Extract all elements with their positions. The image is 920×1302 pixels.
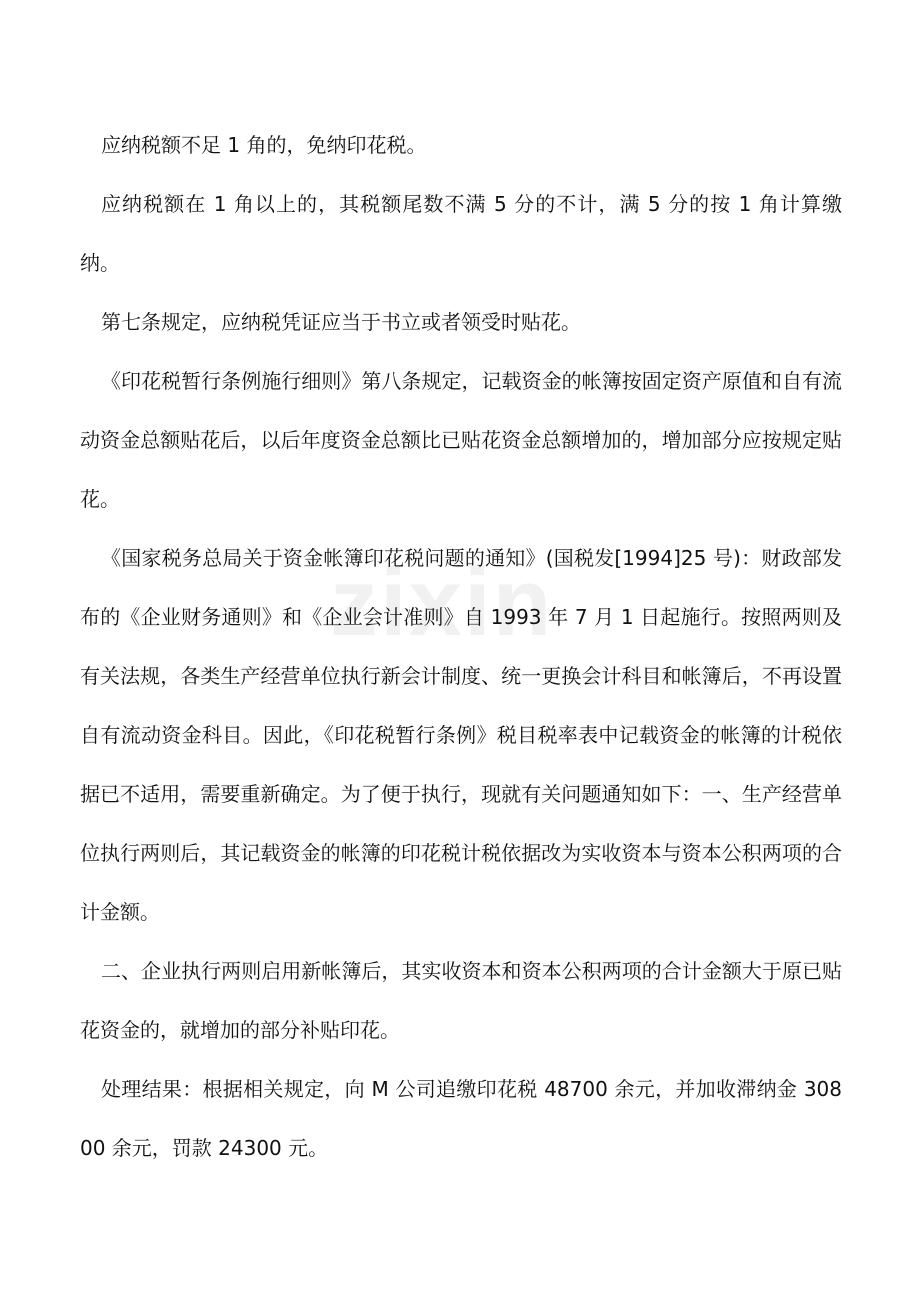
- watermark: zixin: [330, 549, 554, 656]
- paragraph-3: 第七条规定，应纳税凭证应当于书立或者领受时贴花。: [101, 310, 581, 334]
- paragraph-2: 应纳税额在 1 角以上的，其税额尾数不满 5 分的不计，满 5 分的按 1 角计算缴纳。: [80, 192, 842, 275]
- paragraph-1: 应纳税额不足 1 角的，免纳印花税。: [101, 133, 427, 157]
- paragraph-5: 《国家税务总局关于资金帐簿印花税问题的通知》(国税发[1994]25 号)：财政部发布的《企业财务通则》和《企业会计准则》自 1993 年 7 月 1 日起施行。按照两则及有关法规，各类生产经营单位执行新会计制度、统一更换会计科目和帐簿后，不再设置自有流动资金科目。因此，《印花税暂行条例》税目税率表中记载资金的帐簿的计税依据已不适用，需要重新确定。为了便于执行，现就有关问题通知如下：一、生产经营单位执行两则后，其记载资金的帐簿的印花税计税依据改为实收资本与资本公积两项的合计金额。: [80, 546, 842, 924]
- paragraph-7: 处理结果：根据相关规定，向 M 公司追缴印花税 48700 余元，并加收滞纳金 30800 余元，罚款 24300 元。: [80, 1077, 842, 1160]
- paragraph-4: 《印花税暂行条例施行细则》第八条规定，记载资金的帐簿按固定资产原值和自有流动资金总额贴花后，以后年度资金总额比已贴花资金总额增加的，增加部分应按规定贴花。: [80, 369, 842, 511]
- document-body: [80, 116, 842, 1178]
- paragraph-6: 二、企业执行两则启用新帐簿后，其实收资本和资本公积两项的合计金额大于原已贴花资金的，就增加的部分补贴印花。: [80, 959, 842, 1042]
